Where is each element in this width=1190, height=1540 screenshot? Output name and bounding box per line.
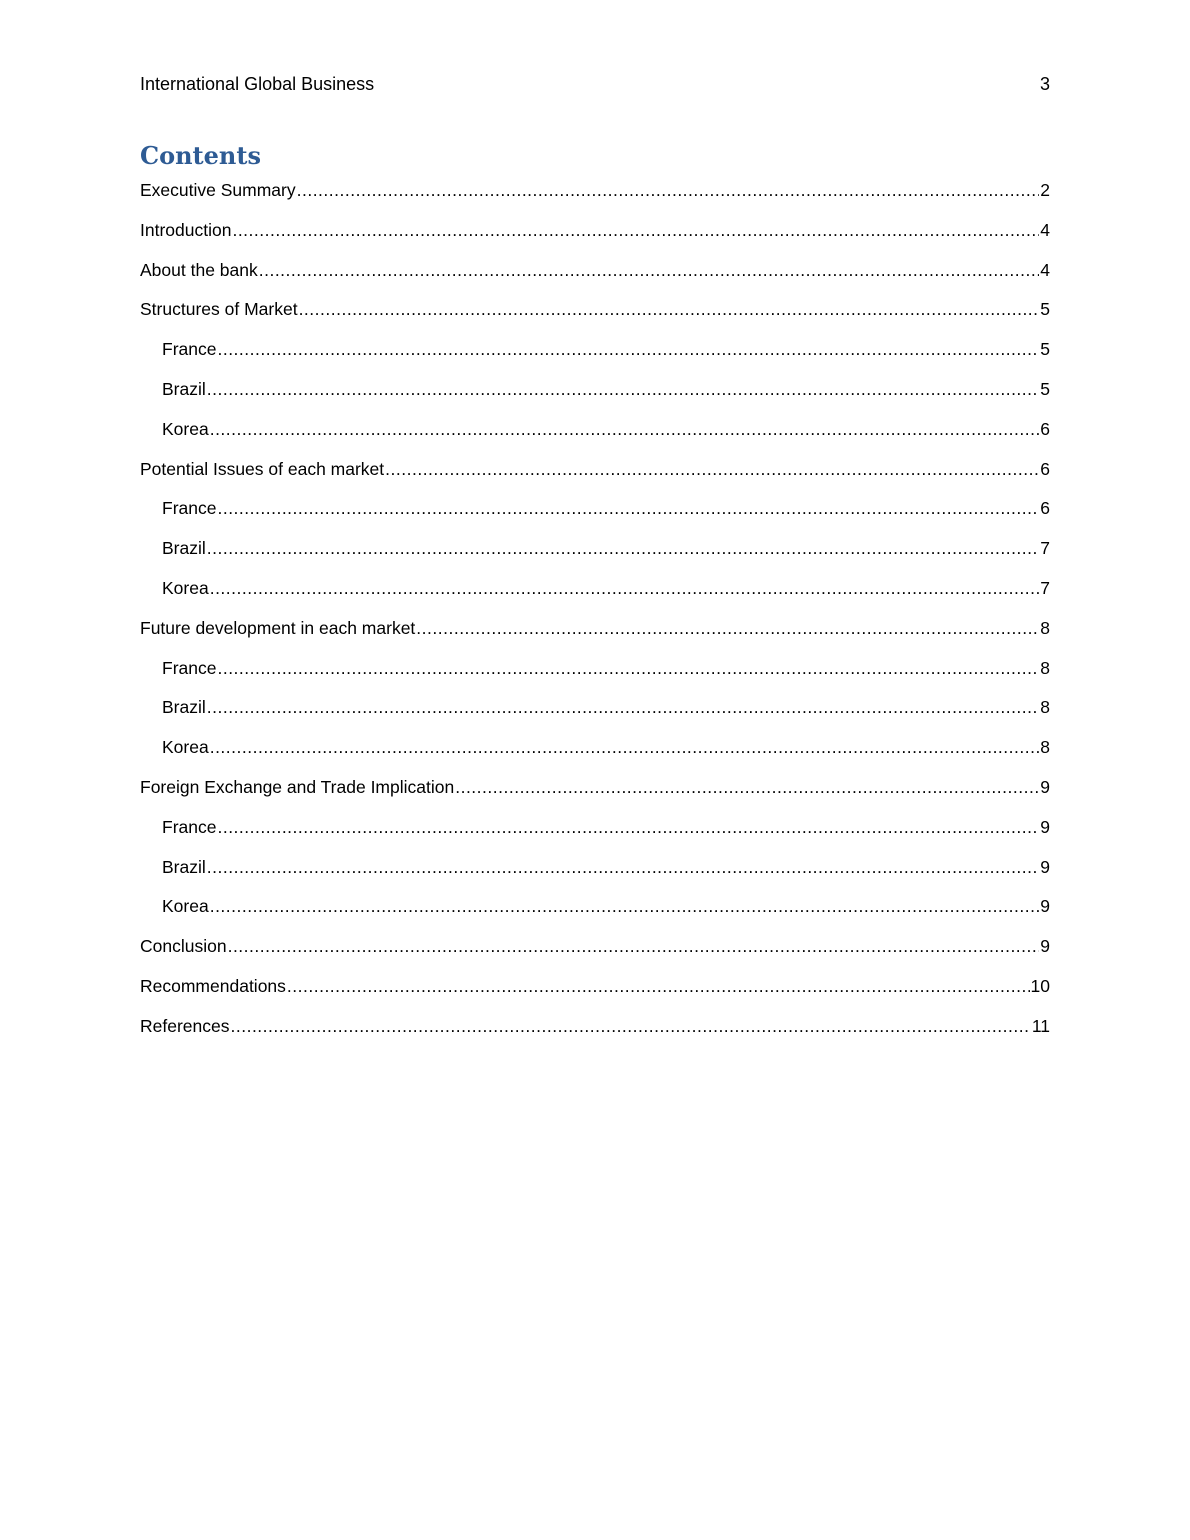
toc-entry[interactable] [140, 654, 1050, 694]
toc-dot-leader [259, 256, 1040, 284]
toc-entry-label: Brazil [162, 378, 206, 399]
toc-entry-page-number: 5 [1040, 299, 1050, 320]
toc-dot-leader [416, 614, 1039, 642]
toc-entry-label: Korea [162, 896, 209, 917]
toc-entry[interactable] [140, 375, 1050, 415]
toc-entry[interactable] [140, 335, 1050, 375]
toc-dot-leader [210, 574, 1040, 602]
toc-entry-label: References [140, 1015, 230, 1036]
toc-entry-label: Potential Issues of each market [140, 458, 385, 479]
toc-entry-label: Recommendations [140, 975, 286, 996]
toc-entry[interactable] [140, 892, 1050, 932]
toc-entry-label: Brazil [162, 856, 206, 877]
toc-entry-page-number: 4 [1040, 219, 1050, 240]
toc-entry[interactable] [140, 415, 1050, 455]
toc-entry-page-number: 9 [1040, 776, 1050, 797]
toc-entry-label: Brazil [162, 697, 206, 718]
toc-dot-leader [207, 534, 1040, 562]
toc-dot-leader [210, 415, 1040, 443]
toc-entry-page-number: 8 [1040, 657, 1050, 678]
header-title: International Global Business [140, 74, 375, 94]
toc-entry[interactable] [140, 574, 1050, 614]
toc-entry-label: Korea [162, 737, 209, 758]
toc-entry-label: France [162, 498, 217, 519]
toc-entry[interactable] [140, 614, 1050, 654]
toc-entry-label: About the bank [140, 259, 258, 280]
toc-dot-leader [231, 1012, 1031, 1040]
toc-entry-label: Foreign Exchange and Trade Implication [140, 776, 455, 797]
toc-entry[interactable] [140, 693, 1050, 733]
toc-entry[interactable] [140, 773, 1050, 813]
toc-entry[interactable] [140, 932, 1050, 972]
toc-dot-leader [385, 455, 1039, 483]
toc-entry-page-number: 6 [1040, 458, 1050, 479]
toc-entry-label: Executive Summary [140, 180, 296, 200]
toc-dot-leader [287, 972, 1030, 1000]
page-header [140, 72, 1050, 96]
toc-entry-label: Korea [162, 577, 209, 598]
toc-entry-page-number: 2 [1040, 180, 1050, 200]
toc-entry-page-number: 9 [1040, 856, 1050, 877]
toc-dot-leader [217, 335, 1039, 363]
toc-entry-page-number: 8 [1040, 737, 1050, 758]
toc-entry-page-number: 6 [1040, 498, 1050, 519]
toc-entry[interactable] [140, 494, 1050, 534]
toc-entry[interactable] [140, 853, 1050, 893]
toc-entry[interactable] [140, 733, 1050, 773]
toc-dot-leader [210, 892, 1040, 920]
toc-dot-leader [297, 176, 1040, 204]
toc-entry-page-number: 7 [1040, 577, 1050, 598]
toc-entry-page-number: 4 [1040, 259, 1050, 280]
toc-dot-leader [299, 295, 1040, 323]
toc-dot-leader [217, 813, 1039, 841]
toc-entry[interactable] [140, 176, 1050, 216]
toc-entry-page-number: 6 [1040, 418, 1050, 439]
toc-entry-label: Introduction [140, 219, 232, 240]
toc-entry-page-number: 5 [1040, 378, 1050, 399]
toc-entry[interactable] [140, 972, 1050, 1012]
toc-entry-page-number: 7 [1040, 538, 1050, 559]
toc-entry-page-number: 8 [1040, 617, 1050, 638]
toc-entry[interactable] [140, 295, 1050, 335]
toc-entry-page-number: 9 [1040, 896, 1050, 917]
toc-entry-label: Conclusion [140, 936, 227, 957]
toc-dot-leader [217, 494, 1039, 522]
toc-dot-leader [228, 932, 1040, 960]
toc-dot-leader [207, 375, 1040, 403]
table-of-contents [140, 176, 1050, 1052]
toc-entry-page-number: 8 [1040, 697, 1050, 718]
toc-entry[interactable] [140, 1012, 1050, 1052]
toc-dot-leader [210, 733, 1040, 761]
toc-entry-page-number: 11 [1031, 1015, 1050, 1036]
toc-entry-label: Future development in each market [140, 617, 416, 638]
toc-entry[interactable] [140, 534, 1050, 574]
toc-dot-leader [217, 654, 1039, 682]
toc-entry-label: Structures of Market [140, 299, 298, 320]
toc-entry-page-number: 9 [1040, 816, 1050, 837]
header-page-number: 3 [1039, 74, 1050, 94]
toc-entry[interactable] [140, 813, 1050, 853]
toc-entry-page-number: 10 [1030, 975, 1050, 996]
toc-dot-leader [455, 773, 1039, 801]
toc-entry-page-number: 9 [1040, 936, 1050, 957]
toc-entry[interactable] [140, 216, 1050, 256]
toc-heading: Contents [140, 141, 261, 170]
toc-dot-leader [232, 216, 1039, 244]
toc-dot-leader [207, 853, 1040, 881]
toc-entry-page-number: 5 [1040, 339, 1050, 360]
toc-entry[interactable] [140, 455, 1050, 495]
toc-entry-label: France [162, 657, 217, 678]
toc-dot-leader [207, 693, 1040, 721]
toc-entry-label: Brazil [162, 538, 206, 559]
toc-entry[interactable] [140, 256, 1050, 296]
toc-entry-label: France [162, 339, 217, 360]
toc-entry-label: France [162, 816, 217, 837]
toc-entry-label: Korea [162, 418, 209, 439]
